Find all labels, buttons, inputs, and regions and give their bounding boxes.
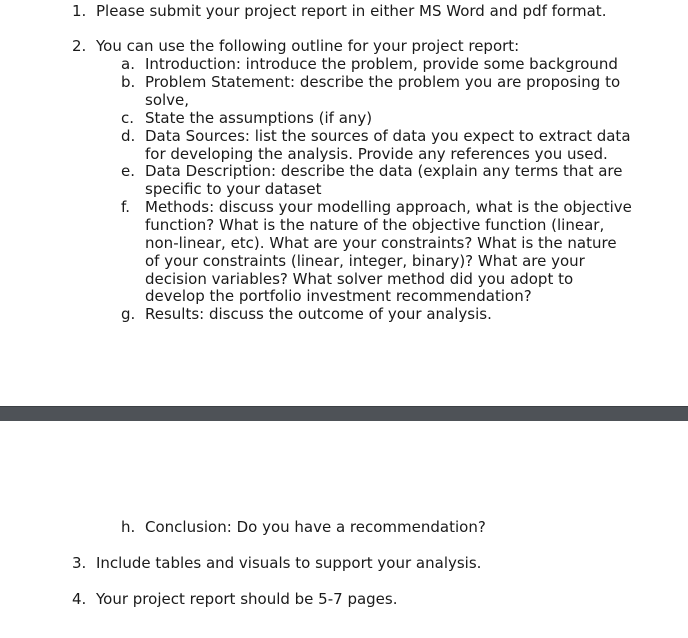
sublist-letter-f: f. (121, 198, 130, 216)
sublist-item-e-line-1: Data Description: describe the data (explain any terms that are (145, 162, 623, 180)
sublist-letter-a: a. (121, 55, 135, 73)
sublist-item-f-line-6: develop the portfolio investment recommendation? (145, 287, 532, 305)
list-item-3-text: Include tables and visuals to support your analysis. (96, 554, 482, 572)
sublist-item-f-line-3: non-linear, etc). What are your constraints? What is the nature (145, 234, 617, 252)
sublist-item-f-line-5: decision variables? What solver method did you adopt to (145, 270, 574, 288)
sublist-letter-b: b. (121, 73, 136, 91)
document-page-bottom (0, 421, 688, 638)
sublist-letter-g: g. (121, 305, 136, 323)
sublist-item-f-line-1: Methods: discuss your modelling approach, what is the objective (145, 198, 632, 216)
sublist-item-d-line-1: Data Sources: list the sources of data you expect to extract data (145, 127, 631, 145)
sublist-letter-e: e. (121, 162, 135, 180)
sublist-item-e-line-2: specific to your dataset (145, 180, 322, 198)
list-number-2: 2. (72, 37, 87, 55)
sublist-item-g-line-1: Results: discuss the outcome of your analysis. (145, 305, 492, 323)
sublist-item-a-line-1: Introduction: introduce the problem, provide some background (145, 55, 618, 73)
sublist-item-f-line-2: function? What is the nature of the objective function (linear, (145, 216, 605, 234)
list-item-4-text: Your project report should be 5-7 pages. (96, 590, 398, 608)
sublist-letter-h: h. (121, 518, 136, 536)
sublist-item-d-line-2: for developing the analysis. Provide any references you used. (145, 145, 608, 163)
sublist-item-c-line-1: State the assumptions (if any) (145, 109, 373, 127)
sublist-item-b-line-1: Problem Statement: describe the problem you are proposing to (145, 73, 621, 91)
sublist-letter-c: c. (121, 109, 135, 127)
sublist-item-b-line-2: solve, (145, 91, 190, 109)
list-item-2-text: You can use the following outline for your project report: (96, 37, 520, 55)
page-break-separator (0, 406, 688, 421)
sublist-item-f-line-4: of your constraints (linear, integer, binary)? What are your (145, 252, 585, 270)
list-item-1-text: Please submit your project report in either MS Word and pdf format. (96, 2, 607, 20)
list-number-1: 1. (72, 2, 87, 20)
sublist-letter-d: d. (121, 127, 136, 145)
sublist-item-h-line-1: Conclusion: Do you have a recommendation? (145, 518, 486, 536)
list-number-4: 4. (72, 590, 87, 608)
list-number-3: 3. (72, 554, 87, 572)
